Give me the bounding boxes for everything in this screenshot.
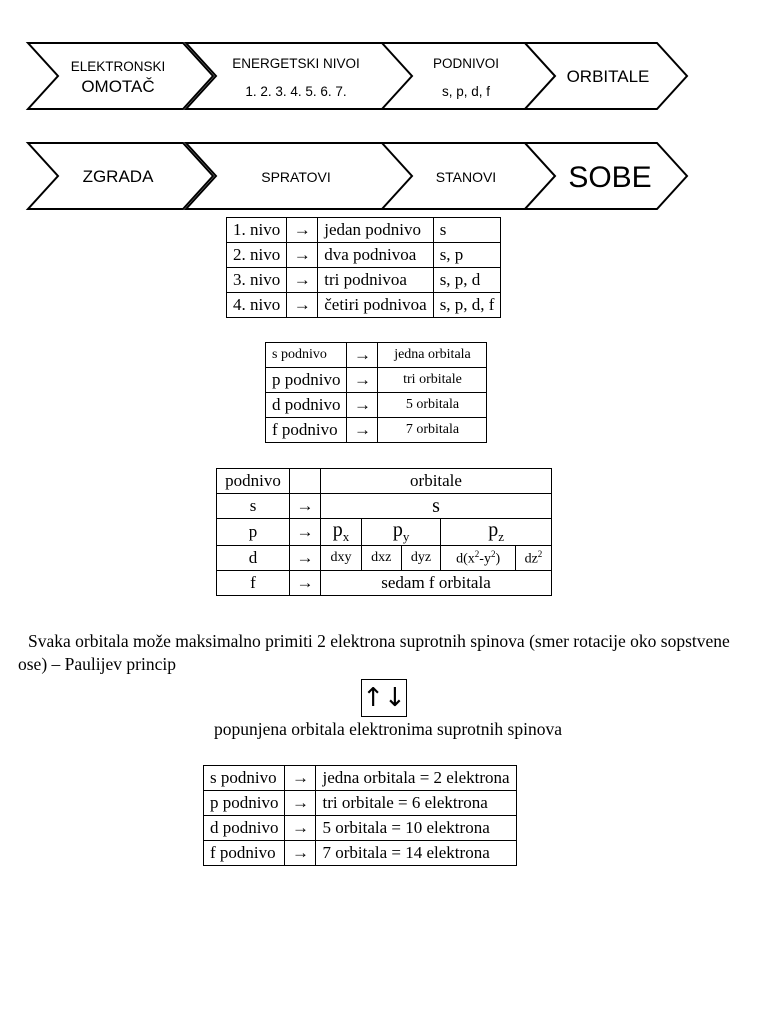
table-row [266,368,487,393]
table-row [217,571,552,596]
arrow-icon: → [347,418,378,443]
flow-label: ORBITALE [566,67,650,86]
electrons-table [203,765,517,866]
table-row [217,469,552,494]
desc-cell: jedna orbitala = 2 elektrona [316,766,516,791]
sub-cell: d podnivo [204,816,285,841]
sub-cell: s podnivo [204,766,285,791]
orbital-names-table [216,468,552,596]
orb-dz2: $dz^2$ [515,546,551,571]
desc-cell: tri orbitale = 6 elektrona [316,791,516,816]
sub-cell: s [433,218,501,243]
spin-arrows-icon: ↑↓ [361,679,407,717]
desc-cell: jedan podnivo [318,218,433,243]
desc-cell: 5 orbitala = 10 elektrona [316,816,516,841]
arrow-icon: → [347,393,378,418]
level-cell: 1. nivo [227,218,287,243]
level-cell: 4. nivo [227,293,287,318]
header-orb: orbitale [321,469,552,494]
chevron-flow [0,0,768,230]
table-row [266,393,487,418]
arrow-icon: → [285,816,316,841]
arrow-icon: → [290,571,321,596]
desc-cell: tri podnivoa [318,268,433,293]
sub-cell: p [217,519,290,546]
orb-dx2y2: $d(x^2-y^2)$ [441,546,516,571]
orb-pz: $p_z$ [441,519,552,546]
count-cell: 7 orbitala [378,418,487,443]
orb-dxz: dxz [361,546,401,571]
levels-table [226,217,501,318]
count-cell: 5 orbitala [378,393,487,418]
chevron-energetski-nivoi [186,43,413,109]
header-sub: podnivo [217,469,290,494]
sub-cell: d [217,546,290,571]
empty-cell [290,469,321,494]
flow-label: SPRATOVI [261,169,331,185]
flow-label: OMOTAČ [81,77,155,96]
table-row [204,791,517,816]
flow-label: 1. 2. 3. 4. 5. 6. 7. [245,84,347,99]
pauli-principle-text: Svaka orbitala može maksimalno primiti 2 elektrona suprotnih spinova (smer rotacije oko sopstvene ose) – Paulijev princip [18,631,730,674]
table-row [227,243,501,268]
arrow-icon: → [290,519,321,546]
spin-caption: popunjena orbitala elektronima suprotnih spinova [214,719,562,739]
arrow-icon: → [287,243,318,268]
sub-cell: s, p, d, f [433,293,501,318]
table-row [217,546,552,571]
table-row [204,766,517,791]
sub-cell: d podnivo [266,393,347,418]
flow-label: STANOVI [435,169,497,185]
arrow-icon: → [290,494,321,519]
arrow-icon: → [285,791,316,816]
orbital-count-table [265,342,487,443]
count-cell: jedna orbitala [378,343,487,368]
arrow-icon: → [287,268,318,293]
desc-cell: četiri podnivoa [318,293,433,318]
flow-label: ZGRADA [82,167,154,186]
desc-cell: dva podnivoa [318,243,433,268]
table-row [227,293,501,318]
table-row [227,218,501,243]
orb-cell: sedam f orbitala [321,571,552,596]
table-row [204,816,517,841]
chevron-elektronski-omotac [28,43,213,109]
sub-cell: s [217,494,290,519]
arrow-icon: → [347,343,378,368]
sub-cell: f podnivo [266,418,347,443]
sub-cell: p podnivo [204,791,285,816]
arrow-icon: → [287,293,318,318]
orb-cell: s [321,494,552,519]
level-cell: 2. nivo [227,243,287,268]
table-row [266,343,487,368]
arrow-icon: → [285,766,316,791]
orb-dxy: dxy [321,546,362,571]
arrow-icon: → [287,218,318,243]
orb-px: $p_x$ [321,519,362,546]
table-row [266,418,487,443]
desc-cell: 7 orbitala = 14 elektrona [316,841,516,866]
sub-cell: f podnivo [204,841,285,866]
sub-cell: s podnivo [266,343,347,368]
sub-cell: f [217,571,290,596]
arrow-icon: → [347,368,378,393]
flow-label: ENERGETSKI NIVOI [232,56,360,71]
table-row [217,494,552,519]
table-row [217,519,552,546]
orb-py: $p_y$ [361,519,441,546]
orb-dyz: dyz [401,546,441,571]
flow-label: ELEKTRONSKI [70,59,166,74]
sub-cell: p podnivo [266,368,347,393]
flow-label: PODNIVOI [432,56,500,71]
arrow-icon: → [290,546,321,571]
count-cell: tri orbitale [378,368,487,393]
arrow-icon: → [285,841,316,866]
flow-label: SOBE [568,161,652,194]
level-cell: 3. nivo [227,268,287,293]
flow-label: s, p, d, f [441,84,491,99]
sub-cell: s, p, d [433,268,501,293]
table-row [227,268,501,293]
sub-cell: s, p [433,243,501,268]
table-row [204,841,517,866]
